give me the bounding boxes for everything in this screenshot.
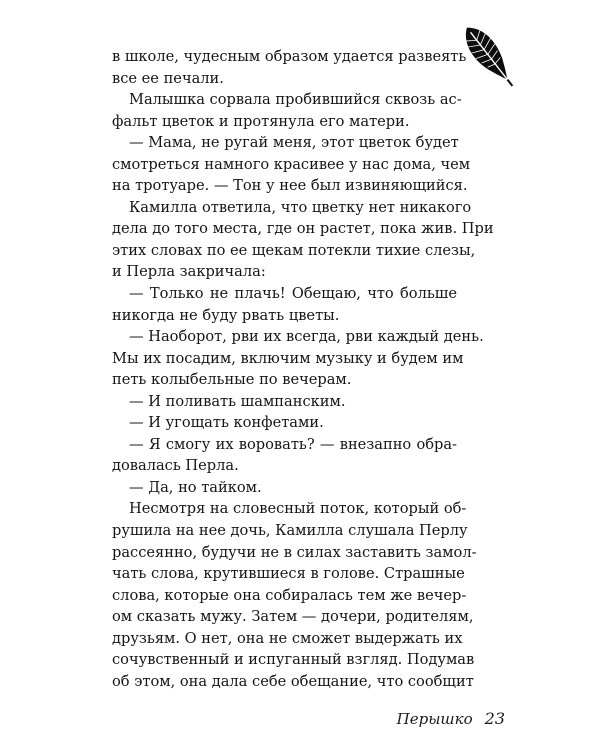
page-footer bbox=[395, 709, 505, 733]
text-line: фальт цветок и протянула его матери. bbox=[112, 112, 410, 130]
text-line: — Мама, не ругай меня, этот цветок будет bbox=[129, 134, 459, 152]
text-line: и Перла закричала: bbox=[112, 263, 266, 281]
text-line: сочувственный и испуганный взгляд. Подумав bbox=[112, 651, 475, 669]
text-line: на тротуаре. — Тон у нее был извиняющийся. bbox=[112, 177, 468, 195]
running-title: Перышко bbox=[396, 710, 473, 728]
text-line: — И угощать конфетами. bbox=[129, 414, 324, 432]
body-text bbox=[112, 46, 494, 692]
text-line: в школе, чудесным образом удается развеять bbox=[112, 48, 467, 65]
text-line: — Только не плачь! Обещаю, что больше bbox=[129, 285, 457, 303]
text-line: об этом, она дала себе обещание, что сообщит bbox=[112, 672, 474, 690]
text-line: смотреться намного красивее у нас дома, чем bbox=[112, 155, 471, 173]
text-line: все ее печали. bbox=[112, 69, 224, 87]
text-line: никогда не буду рвать цветы. bbox=[112, 306, 340, 324]
text-line: Несмотря на словесный поток, который об- bbox=[129, 500, 467, 518]
feather-icon bbox=[458, 18, 520, 94]
text-line: ом сказать мужу. Затем — дочери, родителям, bbox=[112, 608, 474, 626]
text-line: — Я смогу их воровать? — внезапно обра- bbox=[129, 435, 457, 453]
text-line: — И поливать шампанским. bbox=[129, 392, 346, 410]
text-line: дела до того места, где он растет, пока жив. При bbox=[112, 220, 494, 238]
text-line: Малышка сорвала пробившийся сквозь ас- bbox=[129, 91, 462, 109]
text-line: петь колыбельные по вечерам. bbox=[112, 371, 352, 389]
text-line: рассеянно, будучи не в силах заставить замол- bbox=[112, 543, 477, 561]
text-line: Камилла ответила, что цветку нет никакого bbox=[129, 198, 472, 216]
text-line: чать слова, крутившиеся в голове. Страшные bbox=[112, 565, 465, 583]
page-number: 23 bbox=[484, 709, 505, 728]
text-line: рушила на нее дочь, Камилла слушала Перлу bbox=[112, 522, 468, 540]
text-line: друзьям. О нет, она не сможет выдержать их bbox=[112, 629, 463, 647]
text-line: этих словах по ее щекам потекли тихие слезы, bbox=[112, 241, 476, 259]
text-line: — Да, но тайком. bbox=[129, 478, 262, 496]
text-line: слова, которые она собиралась тем же вечер- bbox=[112, 586, 467, 604]
text-line: Мы их посадим, включим музыку и будем им bbox=[112, 349, 464, 367]
text-line: довалась Перла. bbox=[112, 457, 239, 475]
text-line: — Наоборот, рви их всегда, рви каждый день. bbox=[129, 328, 484, 346]
